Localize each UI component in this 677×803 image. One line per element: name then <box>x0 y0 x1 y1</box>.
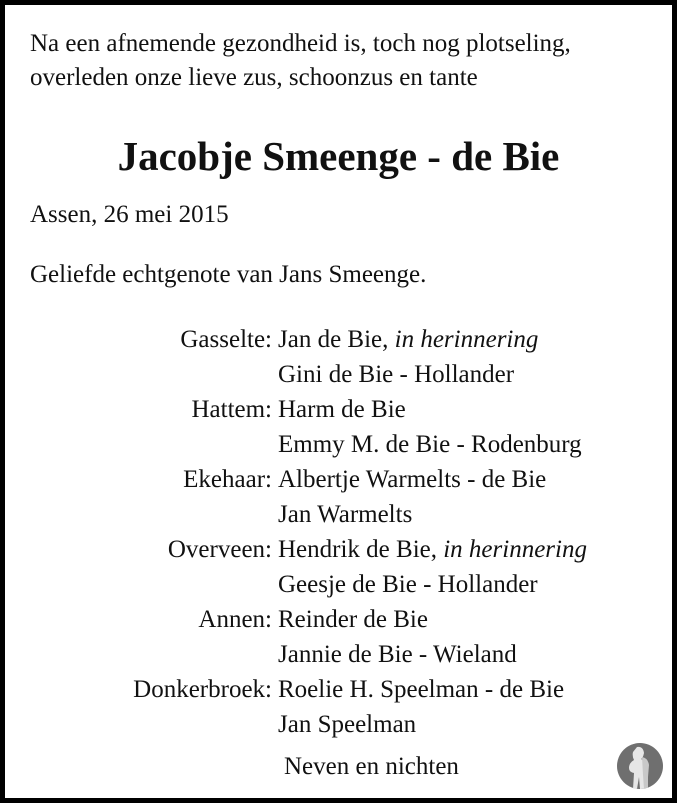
family-row <box>5 357 587 392</box>
family-location <box>5 497 278 532</box>
family-member <box>278 462 546 497</box>
family-list <box>5 322 587 742</box>
family-location: Overveen: <box>167 536 272 563</box>
family-member <box>278 392 406 427</box>
family-row <box>5 532 587 567</box>
family-location: Ekehaar: <box>183 466 272 493</box>
family-location <box>5 637 278 672</box>
embracing-couple-icon <box>617 743 663 789</box>
family-location: Hattem: <box>191 396 272 423</box>
family-location <box>5 357 278 392</box>
family-location <box>5 427 278 462</box>
family-member-name: Hendrik de Bie, <box>278 536 444 563</box>
place-date: Assen, 26 mei 2015 <box>30 201 229 228</box>
family-member <box>278 322 538 357</box>
death-notice <box>5 5 672 798</box>
family-row <box>5 462 587 497</box>
family-member <box>278 357 514 392</box>
family-member-name: Jan Warmelts <box>278 501 413 528</box>
intro-text <box>30 27 571 95</box>
family-member-name: Jannie de Bie - Wieland <box>278 641 517 668</box>
family-row <box>5 322 587 357</box>
family-member-name: Reinder de Bie <box>278 606 428 633</box>
intro-line: overleden onze lieve zus, schoonzus en tante <box>30 64 478 91</box>
family-row <box>5 427 587 462</box>
family-member <box>278 497 412 532</box>
family-member-name: Emmy M. de Bie - Rodenburg <box>278 431 582 458</box>
family-location: Gasselte: <box>180 326 272 353</box>
family-member <box>278 427 582 462</box>
deceased-name: Jacobje Smeenge - de Bie <box>117 133 560 179</box>
family-member-name: Albertje Warmelts - de Bie <box>278 466 547 493</box>
family-member <box>278 532 587 567</box>
family-row <box>5 497 587 532</box>
family-member-name: Roelie H. Speelman - de Bie <box>278 676 565 703</box>
family-member-name: Jan Speelman <box>278 711 417 738</box>
family-location: Annen: <box>198 606 272 633</box>
family-member <box>278 567 538 602</box>
family-row <box>5 567 587 602</box>
closing-line: Neven en nichten <box>284 753 459 780</box>
family-member <box>278 707 416 742</box>
family-row <box>5 602 587 637</box>
family-location: Donkerbroek: <box>133 676 272 703</box>
intro-line: Na een afnemende gezondheid is, toch nog plotseling, <box>30 30 571 57</box>
family-member-name: Gini de Bie - Hollander <box>278 361 515 388</box>
family-member <box>278 602 428 637</box>
family-row <box>5 707 587 742</box>
spouse-line: Geliefde echtgenote van Jans Smeenge. <box>30 261 427 288</box>
family-member <box>278 672 564 707</box>
family-member <box>278 637 517 672</box>
family-row <box>5 637 587 672</box>
family-member-note: in herinnering <box>443 536 587 563</box>
family-row <box>5 672 587 707</box>
family-location <box>5 567 278 602</box>
family-member-note: in herinnering <box>394 326 539 353</box>
family-location <box>5 707 278 742</box>
family-member-name: Jan de Bie, <box>278 326 395 353</box>
family-member-name: Harm de Bie <box>278 396 406 423</box>
family-member-name: Geesje de Bie - Hollander <box>278 571 538 598</box>
family-row <box>5 392 587 427</box>
